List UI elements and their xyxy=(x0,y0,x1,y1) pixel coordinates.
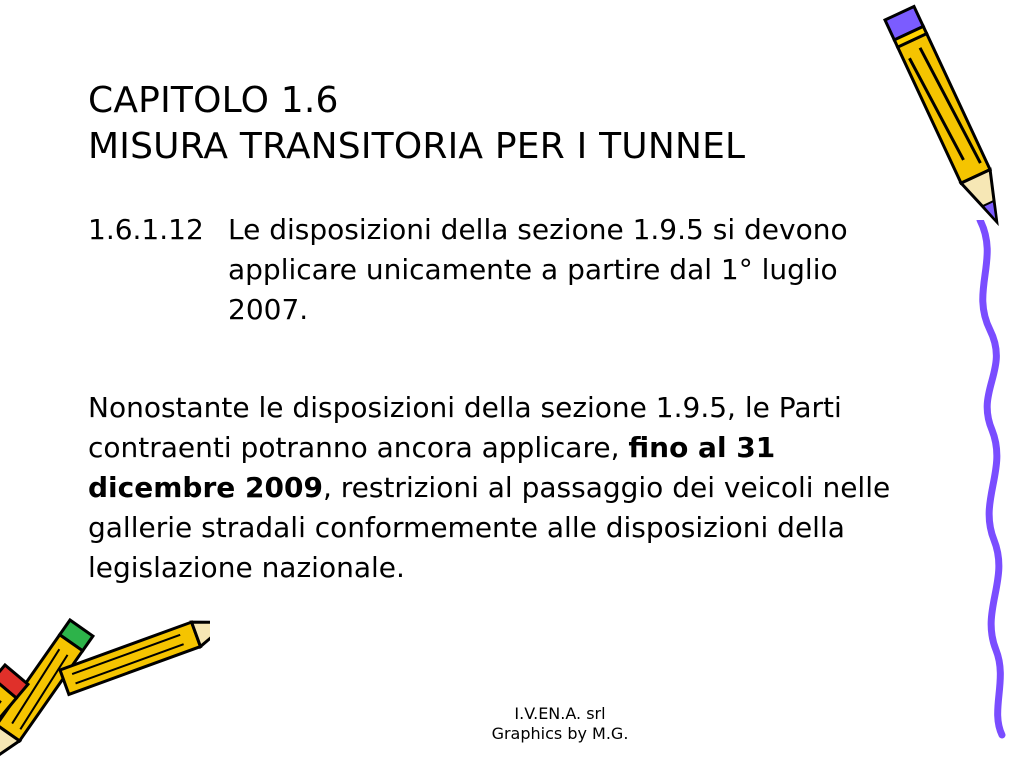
slide-title xyxy=(88,78,918,170)
item-text: Le disposizioni della sezione 1.9.5 si devono applicare unicamente a partire dal 1° luglio 2007. xyxy=(228,213,848,326)
paragraph-bold-date: fino al 31 dicembre 2009 xyxy=(88,431,776,504)
title-line-2: MISURA TRANSITORIA PER I TUNNEL xyxy=(88,126,746,167)
footer xyxy=(470,704,650,744)
paragraph-text-part1: Nonostante le disposizioni della sezione 1.9.5, le Parti contraenti potranno ancora applicare, xyxy=(88,391,842,464)
footer-company: I.V.EN.A. srl xyxy=(514,704,606,723)
footer-credit: Graphics by M.G. xyxy=(491,724,629,743)
pencil-icon xyxy=(0,610,210,768)
item-number: 1.6.1.12 xyxy=(88,213,204,246)
squiggle-line-icon xyxy=(960,220,1020,740)
title-line-1: CAPITOLO 1.6 xyxy=(88,80,339,121)
body-paragraph xyxy=(88,388,918,588)
paragraph-text-part2: , restrizioni al passaggio dei veicoli nelle gallerie stradali conformemente alle disposizioni della legislazione nazionale. xyxy=(88,471,891,584)
